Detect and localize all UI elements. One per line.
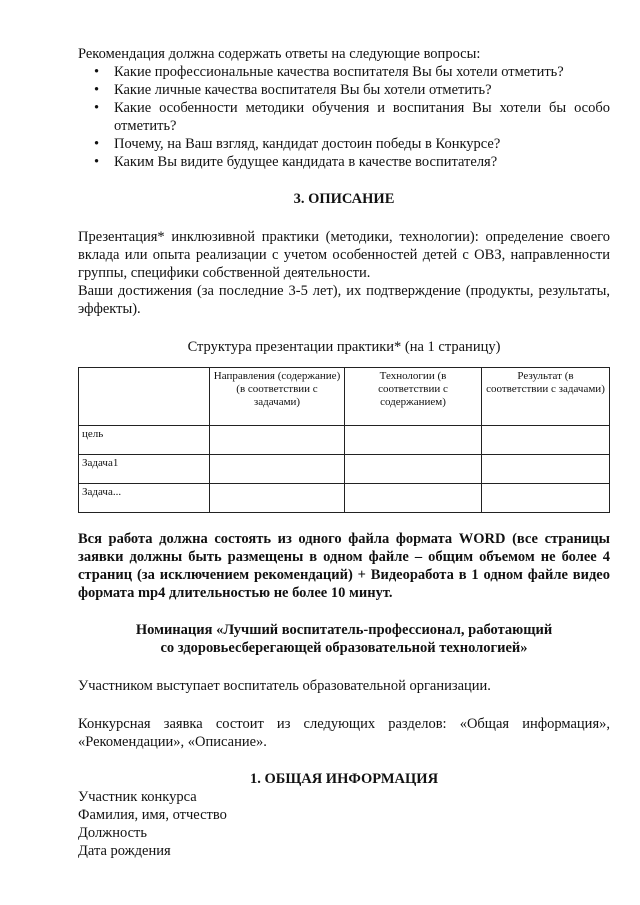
general-info-item: Участник конкурса [78, 789, 197, 805]
participant-paragraph: Участником выступает воспитатель образовательной организации. [78, 678, 491, 694]
table-header-cell: Технологии (в соответствии с содержанием) [345, 368, 482, 426]
nomination-title-line-2: со здоровьесберегающей образовательной технологией» [160, 640, 528, 656]
table-row [79, 455, 610, 484]
table-cell [210, 484, 345, 513]
general-info-item: Фамилия, имя, отчество [78, 807, 227, 823]
table-row [79, 484, 610, 513]
bullet-icon: • [94, 82, 100, 98]
bullet-icon: • [94, 136, 100, 152]
table-cell: Задача1 [79, 455, 210, 484]
list-item: • Каким Вы видите будущее кандидата в качестве воспитателя? [94, 154, 498, 170]
bullet-icon: • [94, 154, 100, 170]
bullet-icon: • [94, 64, 100, 80]
table-header-cell [79, 368, 210, 426]
list-item: • Почему, на Ваш взгляд, кандидат достоин победы в Конкурсе? [94, 136, 501, 152]
recommendation-intro: Рекомендация должна содержать ответы на следующие вопросы: [78, 46, 481, 62]
section-1-heading: 1. ОБЩАЯ ИНФОРМАЦИЯ [249, 771, 439, 787]
section-3-paragraph-1: Презентация* инклюзивной практики (методики, технологии): определение своего вклада или опыта реализации с учетом особенностей детей с ОВЗ, направленности группы, специфики собственной деятельности. [78, 229, 610, 281]
table-row [79, 426, 610, 455]
table-header-row [79, 368, 610, 426]
table-cell [345, 455, 482, 484]
bullet-icon: • [94, 100, 100, 116]
general-info-item: Должность [78, 825, 147, 841]
presentation-structure-table [78, 367, 610, 513]
list-item: • Какие особенности методики обучения и воспитания Вы хотели бы особо отметить? [94, 100, 610, 134]
section-3-paragraph-2: Ваши достижения (за последние 3-5 лет), их подтверждение (продукты, результаты, эффекты). [78, 283, 610, 317]
table-cell [345, 426, 482, 455]
table-cell [482, 455, 610, 484]
table-header-cell: Результат (в соответствии с задачами) [482, 368, 610, 426]
table-caption: Структура презентации практики* (на 1 страницу) [187, 339, 501, 355]
table-cell [210, 455, 345, 484]
document-page [78, 45, 610, 860]
table-cell [482, 484, 610, 513]
table-cell [482, 426, 610, 455]
table-cell [210, 426, 345, 455]
list-item: • Какие личные качества воспитателя Вы бы хотели отметить? [94, 82, 492, 98]
table-header-cell: Направления (содержание) (в соответствии с задачами) [210, 368, 345, 426]
requirements-paragraph: Вся работа должна состоять из одного файла формата WORD (все страницы заявки должны быть размещены в одном файле – общим объемом не более 4 страниц (за исключением рекомендаций) + Видеоработа в 1 одном файле видео формата mp4 длительностью не более 10 минут. [78, 531, 610, 601]
table-cell [345, 484, 482, 513]
table-cell: Задача... [79, 484, 210, 513]
nomination-title-line-1: Номинация «Лучший воспитатель-профессионал, работающий [135, 622, 553, 638]
recommendation-questions-list [78, 63, 610, 171]
general-info-item: Дата рождения [78, 843, 171, 859]
composition-paragraph: Конкурсная заявка состоит из следующих разделов: «Общая информация», «Рекомендации», «Описание». [78, 716, 610, 750]
list-item: • Какие профессиональные качества воспитателя Вы бы хотели отметить? [94, 64, 564, 80]
section-3-heading: 3. ОПИСАНИЕ [293, 191, 395, 207]
table-cell: цель [79, 426, 210, 455]
